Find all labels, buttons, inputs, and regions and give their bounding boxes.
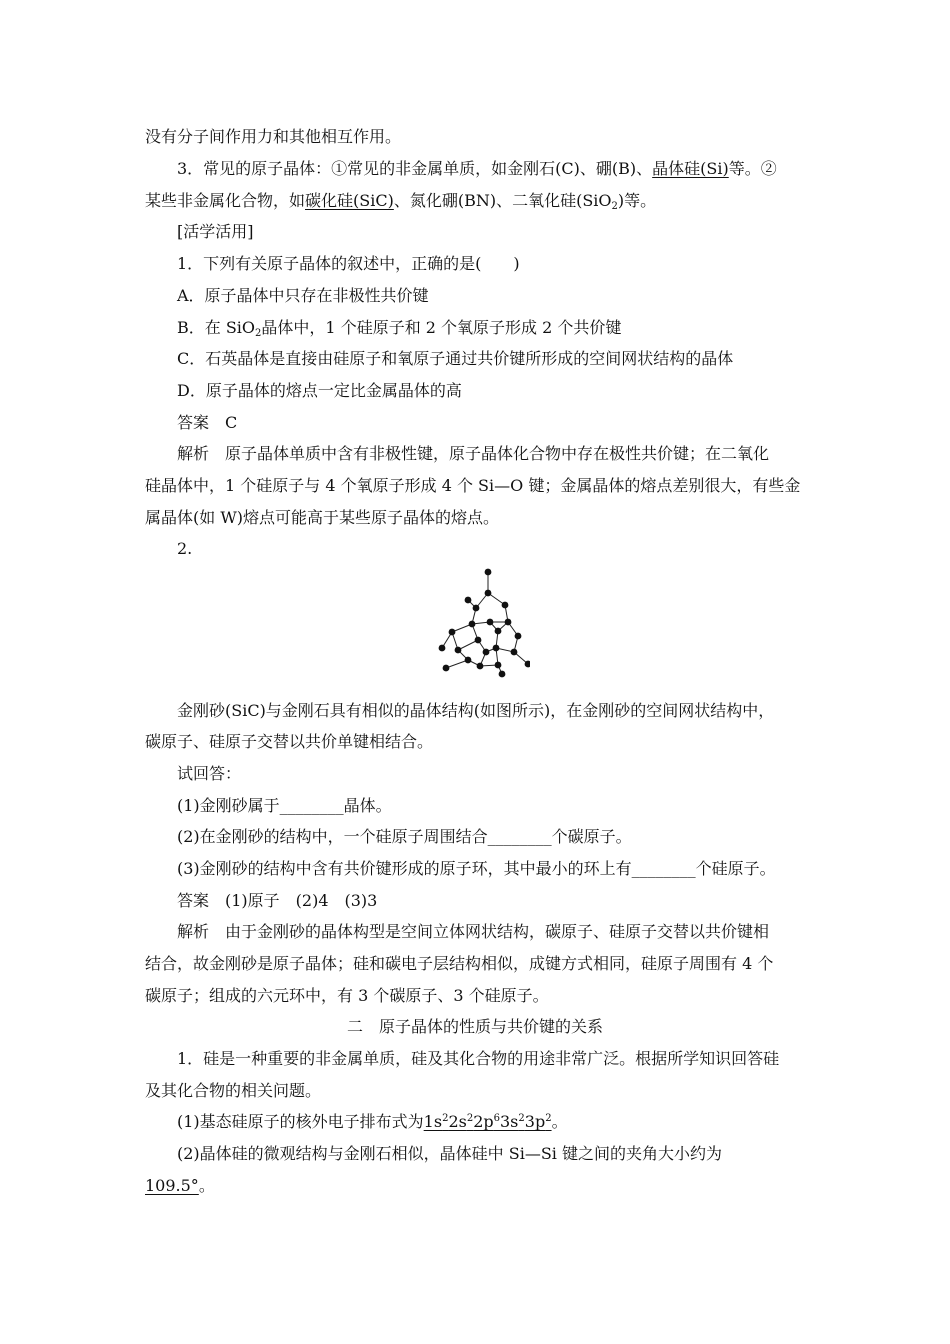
section-label: [活学活用] bbox=[177, 222, 254, 241]
sub-question: (1)金刚砂属于________晶体。 bbox=[177, 796, 392, 815]
sub-question: (2)在金刚砂的结构中，一个硅原子周围结合________个碳原子。 bbox=[177, 827, 632, 846]
question-stem: 1．下列有关原子晶体的叙述中，正确的是( ) bbox=[177, 254, 520, 273]
text-line: 某些非金属化合物，如碳化硅(SiC)、氮化硼(BN)、二氧化硅(SiO$_2$)等。 bbox=[145, 191, 657, 212]
text-line: 及其化合物的相关问题。 bbox=[145, 1081, 322, 1100]
explanation-line: 硅晶体中，1 个硅原子与 4 个氧原子形成 4 个 Si—O 键；金属晶体的熔点差别很大，有些金 bbox=[145, 476, 801, 495]
text-line: 碳原子、硅原子交替以共价单键相结合。 bbox=[145, 732, 434, 751]
crystal-structure-figure bbox=[430, 560, 530, 680]
explanation-line: 结合，故金刚砂是原子晶体；硅和碳电子层结构相似，成键方式相同，硅原子周围有 4 个 bbox=[145, 954, 774, 973]
answer: 答案 C bbox=[177, 413, 238, 432]
question-number: 2. bbox=[177, 539, 193, 558]
option-a: A．原子晶体中只存在非极性共价键 bbox=[177, 286, 429, 305]
text-line: 109.5°。 bbox=[145, 1176, 215, 1195]
text-line: 金刚砂(SiC)与金刚石具有相似的晶体结构(如图所示)，在金刚砂的空间网状结构中， bbox=[177, 701, 775, 720]
text-line: 没有分子间作用力和其他相互作用。 bbox=[145, 127, 402, 146]
text-line: 试回答： bbox=[177, 764, 242, 783]
electron-configuration: $1s^22s^22p^63s^23p^2$ bbox=[423, 1112, 552, 1131]
option-c: C．石英晶体是直接由硅原子和氧原子通过共价键所形成的空间网状结构的晶体 bbox=[177, 349, 734, 368]
explanation-line: 解析 由于金刚砂的晶体构型是空间立体网状结构，碳原子、硅原子交替以共价键相 bbox=[177, 922, 770, 941]
section-heading: 二 原子晶体的性质与共价键的关系 bbox=[346, 1017, 603, 1036]
text-line: (2)晶体硅的微观结构与金刚石相似，晶体硅中 Si—Si 键之间的夹角大小约为 bbox=[177, 1144, 722, 1163]
text-line: (1)基态硅原子的核外电子排布式为$1s^22s^22p^63s^23p^2$。 bbox=[177, 1112, 568, 1131]
sub-question: (3)金刚砂的结构中含有共价键形成的原子环，其中最小的环上有________个硅原子。 bbox=[177, 859, 776, 878]
explanation-line: 属晶体(如 W)熔点可能高于某些原子晶体的熔点。 bbox=[145, 508, 500, 527]
explanation-line: 碳原子；组成的六元环中，有 3 个碳原子、3 个硅原子。 bbox=[145, 986, 549, 1005]
text-line: 3．常见的原子晶体：①常见的非金属单质，如金刚石(C)、硼(B)、晶体硅(Si)等。② bbox=[177, 159, 777, 178]
answer: 答案 (1)原子 (2)4 (3)3 bbox=[177, 891, 378, 910]
explanation-line: 解析 原子晶体单质中含有非极性键，原子晶体化合物中存在极性共价键；在二氧化 bbox=[177, 444, 770, 463]
option-b: B．在 SiO$_2$晶体中，1 个硅原子和 2 个氧原子形成 2 个共价键 bbox=[177, 318, 622, 339]
text-line: 1．硅是一种重要的非金属单质，硅及其化合物的用途非常广泛。根据所学知识回答硅 bbox=[177, 1049, 780, 1068]
option-d: D．原子晶体的熔点一定比金属晶体的高 bbox=[177, 381, 462, 400]
